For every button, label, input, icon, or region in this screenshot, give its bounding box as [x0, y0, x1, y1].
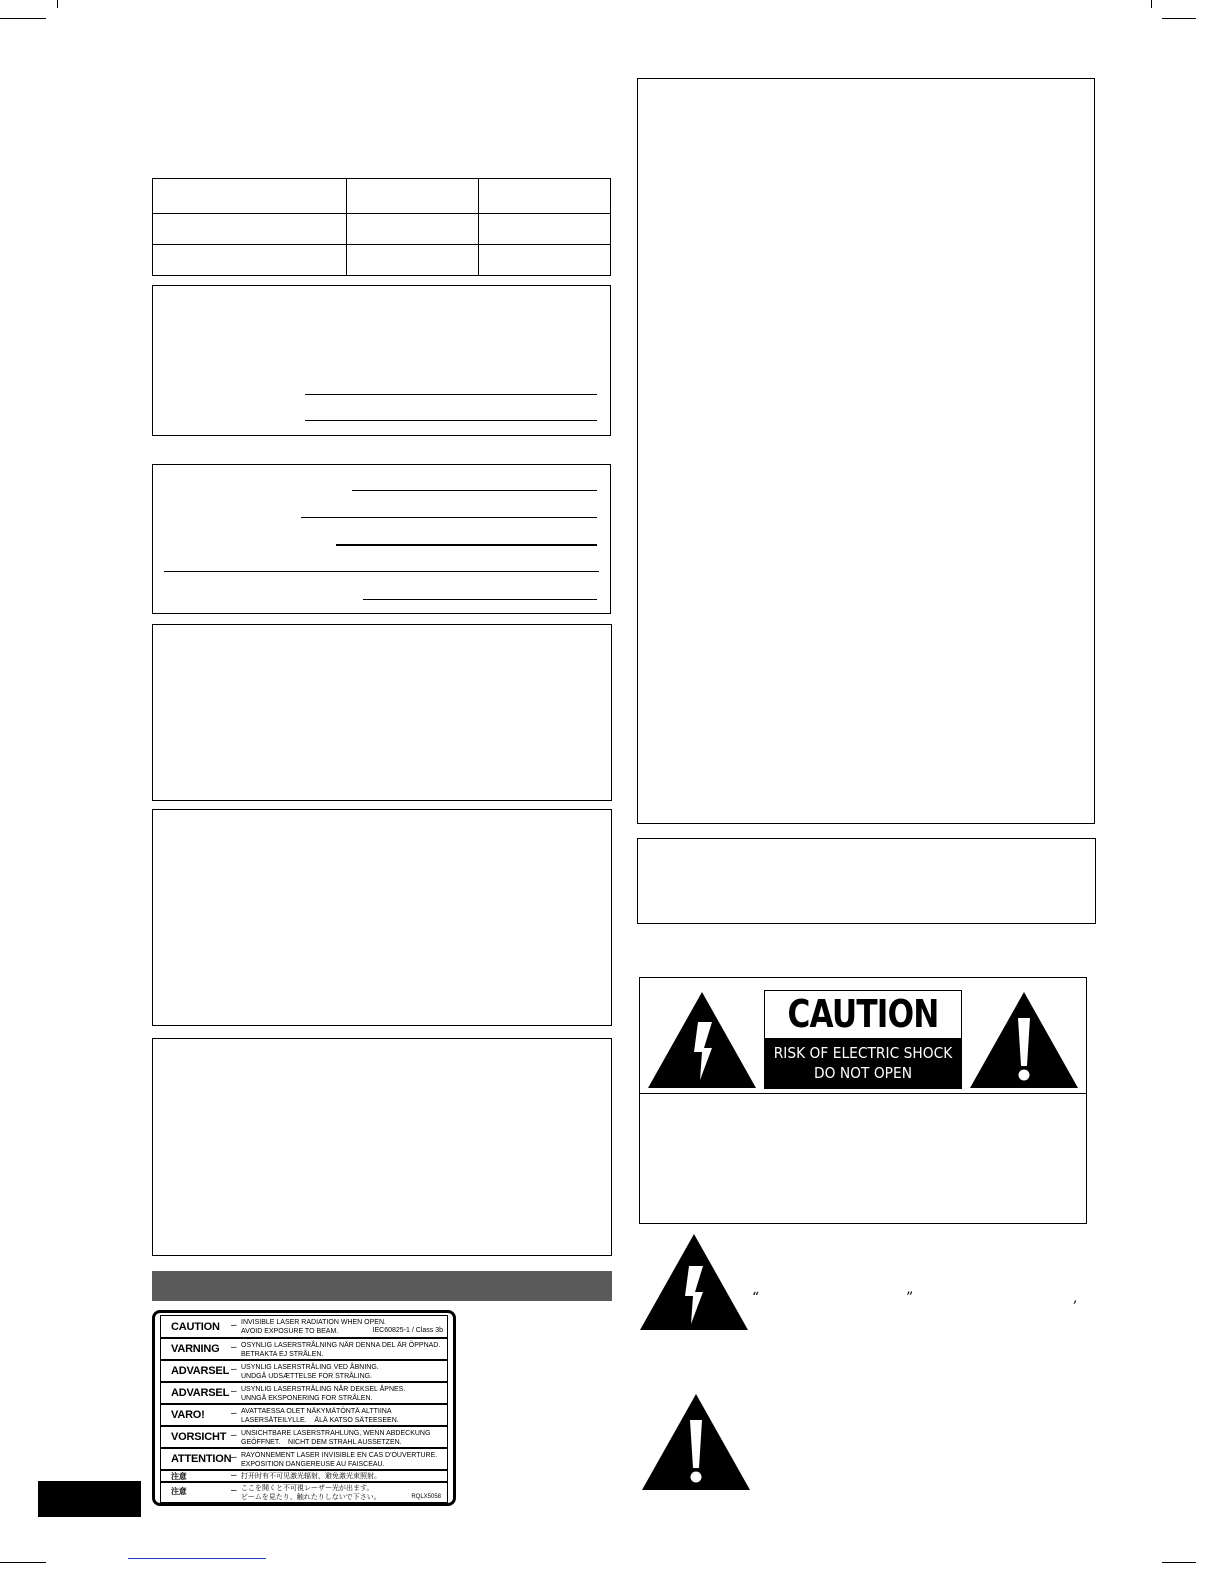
- safety-text-box: [637, 78, 1095, 824]
- label-dash: –: [231, 1408, 237, 1419]
- crop-mark-bottom-right-h: [1162, 1562, 1196, 1563]
- label-dash: –: [231, 1452, 237, 1463]
- label-warning-text: RAYONNEMENT LASER INVISIBLE EN CAS D'OUVERTURE. EXPOSITION DANGEREUSE AU FAISCEAU.: [241, 1452, 438, 1468]
- crop-mark-top-left-v: [57, 0, 58, 8]
- label-warning-word: VORSICHT: [171, 1431, 227, 1443]
- label-row: [160, 1360, 448, 1382]
- section-header-bar: [152, 1271, 612, 1301]
- label-row: [160, 1404, 448, 1426]
- lightning-symbol-icon: [638, 1232, 750, 1332]
- label-warning-text: AVATTAESSA OLET NÄKYMÄTÖNTÄ ALTTIINA LASERSÄTEILYLLE. ÄLÄ KATSO SÄTEESEEN.: [241, 1408, 399, 1424]
- fill-in-line: [336, 544, 597, 546]
- crop-mark-top-left-h: [0, 18, 46, 19]
- table-cell: [479, 214, 611, 245]
- label-row: [160, 1426, 448, 1448]
- open-quote: “: [752, 1290, 760, 1306]
- table-cell: [347, 245, 479, 276]
- label-row: [160, 1382, 448, 1404]
- bottom-link-line: [128, 1558, 266, 1559]
- label-part-code: RQLX5058: [411, 1494, 441, 1500]
- table-cell: [479, 179, 611, 214]
- label-standard: IEC60825-1 / Class 3b: [372, 1327, 443, 1334]
- notice-box-small: [637, 838, 1096, 924]
- notice-box: [152, 809, 612, 1026]
- label-warning-word: ATTENTION: [171, 1453, 232, 1465]
- label-row: [160, 1338, 448, 1360]
- label-dash: –: [231, 1386, 237, 1397]
- table-cell: [153, 214, 347, 245]
- table-cell: [153, 179, 347, 214]
- fill-in-line: [301, 517, 597, 518]
- caution-line-1: RISK OF ELECTRIC SHOCK: [773, 1044, 953, 1062]
- crop-mark-top-right-v: [1151, 0, 1152, 8]
- label-warning-text: USYNLIG LASERSTRÅLING VED ÅBNING. UNDGÅ UDSÆTTELSE FOR STRÅLING.: [241, 1364, 379, 1380]
- table-cell: [479, 245, 611, 276]
- caution-line-2: DO NOT OPEN: [813, 1064, 913, 1082]
- label-warning-word: ADVARSEL: [171, 1365, 230, 1377]
- label-warning-word: ADVARSEL: [171, 1387, 230, 1399]
- label-dash: –: [231, 1470, 237, 1481]
- label-dash: –: [231, 1485, 237, 1496]
- label-warning-text: INVISIBLE LASER RADIATION WHEN OPEN. AVOID EXPOSURE TO BEAM.: [241, 1319, 386, 1335]
- label-row: [160, 1470, 448, 1482]
- label-warning-text: UNSICHTBARE LASERSTRAHLUNG, WENN ABDECKUNG GEÖFFNET. NICHT DEM STRAHL AUSSETZEN.: [241, 1430, 431, 1446]
- crop-mark-bottom-left-h: [0, 1562, 46, 1563]
- fill-in-line: [305, 394, 597, 395]
- label-warning-text: OSYNLIG LASERSTRÅLNING NÄR DENNA DEL ÄR ÖPPNAD. BETRAKTA EJ STRÅLEN.: [241, 1342, 441, 1358]
- info-form-box: [152, 464, 611, 614]
- label-dash: –: [231, 1342, 237, 1353]
- laser-caution-label: [152, 1310, 456, 1506]
- caution-panel-divider: [639, 1093, 1087, 1094]
- record-box: [152, 285, 611, 436]
- spec-table: [152, 178, 611, 276]
- label-row: [160, 1448, 448, 1470]
- label-row: [160, 1482, 448, 1503]
- exclamation-warning-icon: [968, 990, 1080, 1090]
- exclamation-symbol-icon: [640, 1392, 752, 1492]
- label-dash: –: [231, 1430, 237, 1441]
- notice-box: [152, 624, 612, 801]
- fill-in-line: [305, 420, 597, 421]
- fill-in-line: [164, 571, 599, 572]
- table-cell: [153, 245, 347, 276]
- notice-box: [152, 1038, 612, 1256]
- label-warning-text: USYNLIG LASERSTRÅLING NÅR DEKSEL ÅPNES. UNNGÅ EKSPONERING FOR STRÅLEN.: [241, 1386, 406, 1402]
- table-cell: [347, 179, 479, 214]
- fill-in-line: [352, 490, 597, 491]
- fill-in-line: [363, 599, 597, 600]
- label-warning-word: 注意: [171, 1472, 187, 1481]
- crop-mark-top-right-h: [1162, 18, 1196, 19]
- page-number-tab: [38, 1481, 141, 1517]
- label-warning-text: ここを開くと不可視レーザー光が出ます。 ビームを見たり、触れたりしないで下さい。: [241, 1485, 381, 1501]
- caution-title: CAUTION: [787, 992, 939, 1036]
- label-warning-word: VARNING: [171, 1343, 220, 1355]
- label-warning-word: CAUTION: [171, 1321, 220, 1333]
- lightning-warning-icon: [646, 990, 758, 1090]
- table-cell: [347, 214, 479, 245]
- label-row: [160, 1315, 448, 1338]
- label-warning-text: 打开时有不可见激光辐射，避免激光束照射。: [241, 1473, 381, 1480]
- comma: ,: [1073, 1290, 1078, 1306]
- label-dash: –: [231, 1364, 237, 1375]
- label-dash: –: [231, 1320, 237, 1331]
- label-warning-word: 注意: [171, 1487, 187, 1496]
- label-warning-word: VARO!: [171, 1409, 205, 1421]
- close-quote: ”: [906, 1290, 914, 1306]
